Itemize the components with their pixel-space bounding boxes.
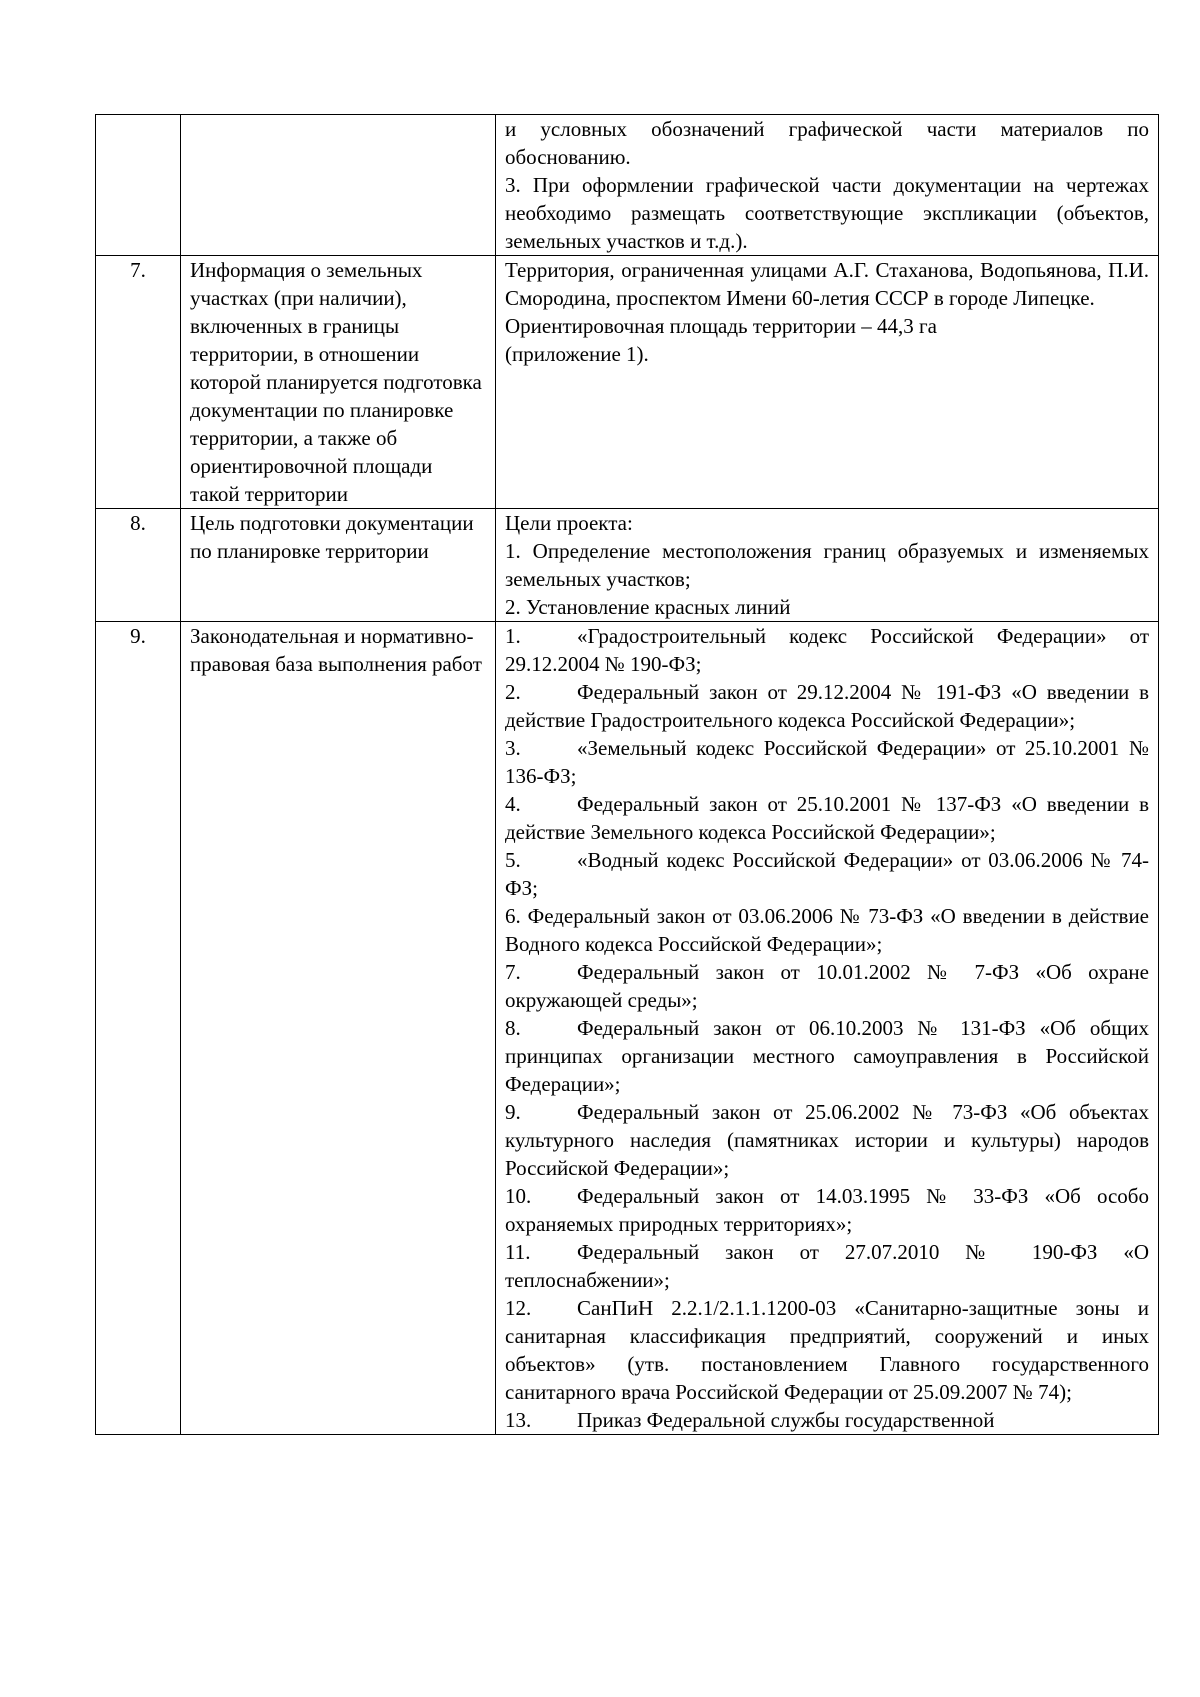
row-number: [96, 115, 181, 256]
row-title: Цель подготовки документации по планировке территории: [181, 509, 496, 622]
law-number: 1.: [505, 624, 521, 648]
law-number: 6.: [505, 904, 521, 928]
law-item: [505, 1014, 1149, 1098]
law-number: 3.: [505, 736, 521, 760]
law-number: 2.: [505, 680, 521, 704]
law-number: 9.: [505, 1100, 521, 1124]
law-number: 10.: [505, 1184, 532, 1208]
paragraph: и условных обозначений графической части материалов по обоснованию.: [505, 117, 1149, 169]
row-content: [496, 622, 1159, 1435]
law-text: Федеральный закон от 14.03.1995 № 33-ФЗ «Об особо охраняемых природных территориях»;: [505, 1184, 1149, 1236]
table-row: [96, 256, 1159, 509]
paragraph: Территория, ограниченная улицами А.Г. Стаханова, Водопьянова, П.И. Смородина, проспектом Имени 60-летия СССР в городе Липецке.: [505, 258, 1149, 310]
row-title: Законодательная и нормативно-правовая база выполнения работ: [181, 622, 496, 1435]
row-number: 8.: [96, 509, 181, 622]
table-row: [96, 509, 1159, 622]
law-text: Федеральный закон от 29.12.2004 № 191-ФЗ «О введении в действие Градостроительного кодекса Российской Федерации»;: [505, 680, 1149, 732]
law-item: [505, 790, 1149, 846]
law-number: 5.: [505, 848, 521, 872]
requirements-table: [95, 114, 1159, 1435]
law-text: Федеральный закон от 25.06.2002 № 73-ФЗ «Об объектах культурного наследия (памятниках истории и культуры) народов Российской Федерации»;: [505, 1100, 1149, 1180]
row-title: Информация о земельных участках (при наличии), включенных в границы территории, в отношении которой планируется подготовка документации по планировке территории, а также об ориентировочной площади такой территории: [181, 256, 496, 509]
law-item: [505, 958, 1149, 1014]
row-number: 9.: [96, 622, 181, 1435]
law-item: [505, 1098, 1149, 1182]
row-content: [496, 256, 1159, 509]
paragraph: 2. Установление красных линий: [505, 595, 791, 619]
paragraph: Цели проекта:: [505, 511, 633, 535]
law-text: СанПиН 2.2.1/2.1.1.1200-03 «Санитарно-защитные зоны и санитарная классификация предприятий, сооружений и иных объектов» (утв. постановлением Главного государственного санитарного врача Российской Федерации от 25.09.2007 № 74);: [505, 1296, 1149, 1404]
law-text: Федеральный закон от 03.06.2006 № 73-ФЗ «О введении в действие Водного кодекса Российской Федерации»;: [505, 904, 1149, 956]
law-text: Федеральный закон от 06.10.2003 № 131-ФЗ «Об общих принципах организации местного самоуправления в Российской Федерации»;: [505, 1016, 1149, 1096]
law-item: [505, 1406, 1149, 1434]
row-title: [181, 115, 496, 256]
paragraph: 1. Определение местоположения границ образуемых и изменяемых земельных участков;: [505, 539, 1149, 591]
law-item: [505, 846, 1149, 902]
table-row: [96, 115, 1159, 256]
law-number: 8.: [505, 1016, 521, 1040]
law-number: 13.: [505, 1408, 532, 1432]
law-item: [505, 734, 1149, 790]
paragraph: (приложение 1).: [505, 342, 649, 366]
paragraph: 3. При оформлении графической части документации на чертежах необходимо размещать соответствующие экспликации (объектов, земельных участков и т.д.).: [505, 173, 1149, 253]
law-item: [505, 622, 1149, 678]
law-number: 7.: [505, 960, 521, 984]
law-text: «Градостроительный кодекс Российской Федерации» от 29.12.2004 № 190-ФЗ;: [505, 624, 1149, 676]
law-item: [505, 902, 1149, 958]
law-text: «Водный кодекс Российской Федерации» от 03.06.2006 № 74-ФЗ;: [505, 848, 1149, 900]
law-text: Приказ Федеральной службы государственной: [577, 1408, 995, 1432]
law-item: [505, 1294, 1149, 1406]
table-row: [96, 622, 1159, 1435]
law-text: Федеральный закон от 25.10.2001 № 137-ФЗ «О введении в действие Земельного кодекса Российской Федерации»;: [505, 792, 1149, 844]
law-number: 11.: [505, 1240, 531, 1264]
paragraph: Ориентировочная площадь территории – 44,3 га: [505, 314, 937, 338]
law-number: 4.: [505, 792, 521, 816]
law-number: 12.: [505, 1296, 532, 1320]
law-text: Федеральный закон от 10.01.2002 № 7-ФЗ «Об охране окружающей среды»;: [505, 960, 1149, 1012]
law-item: [505, 1182, 1149, 1238]
row-content: [496, 115, 1159, 256]
law-text: «Земельный кодекс Российской Федерации» от 25.10.2001 № 136-ФЗ;: [505, 736, 1149, 788]
law-item: [505, 678, 1149, 734]
law-text: Федеральный закон от 27.07.2010 № 190-ФЗ «О теплоснабжении»;: [505, 1240, 1149, 1292]
law-item: [505, 1238, 1149, 1294]
row-number: 7.: [96, 256, 181, 509]
row-content: [496, 509, 1159, 622]
